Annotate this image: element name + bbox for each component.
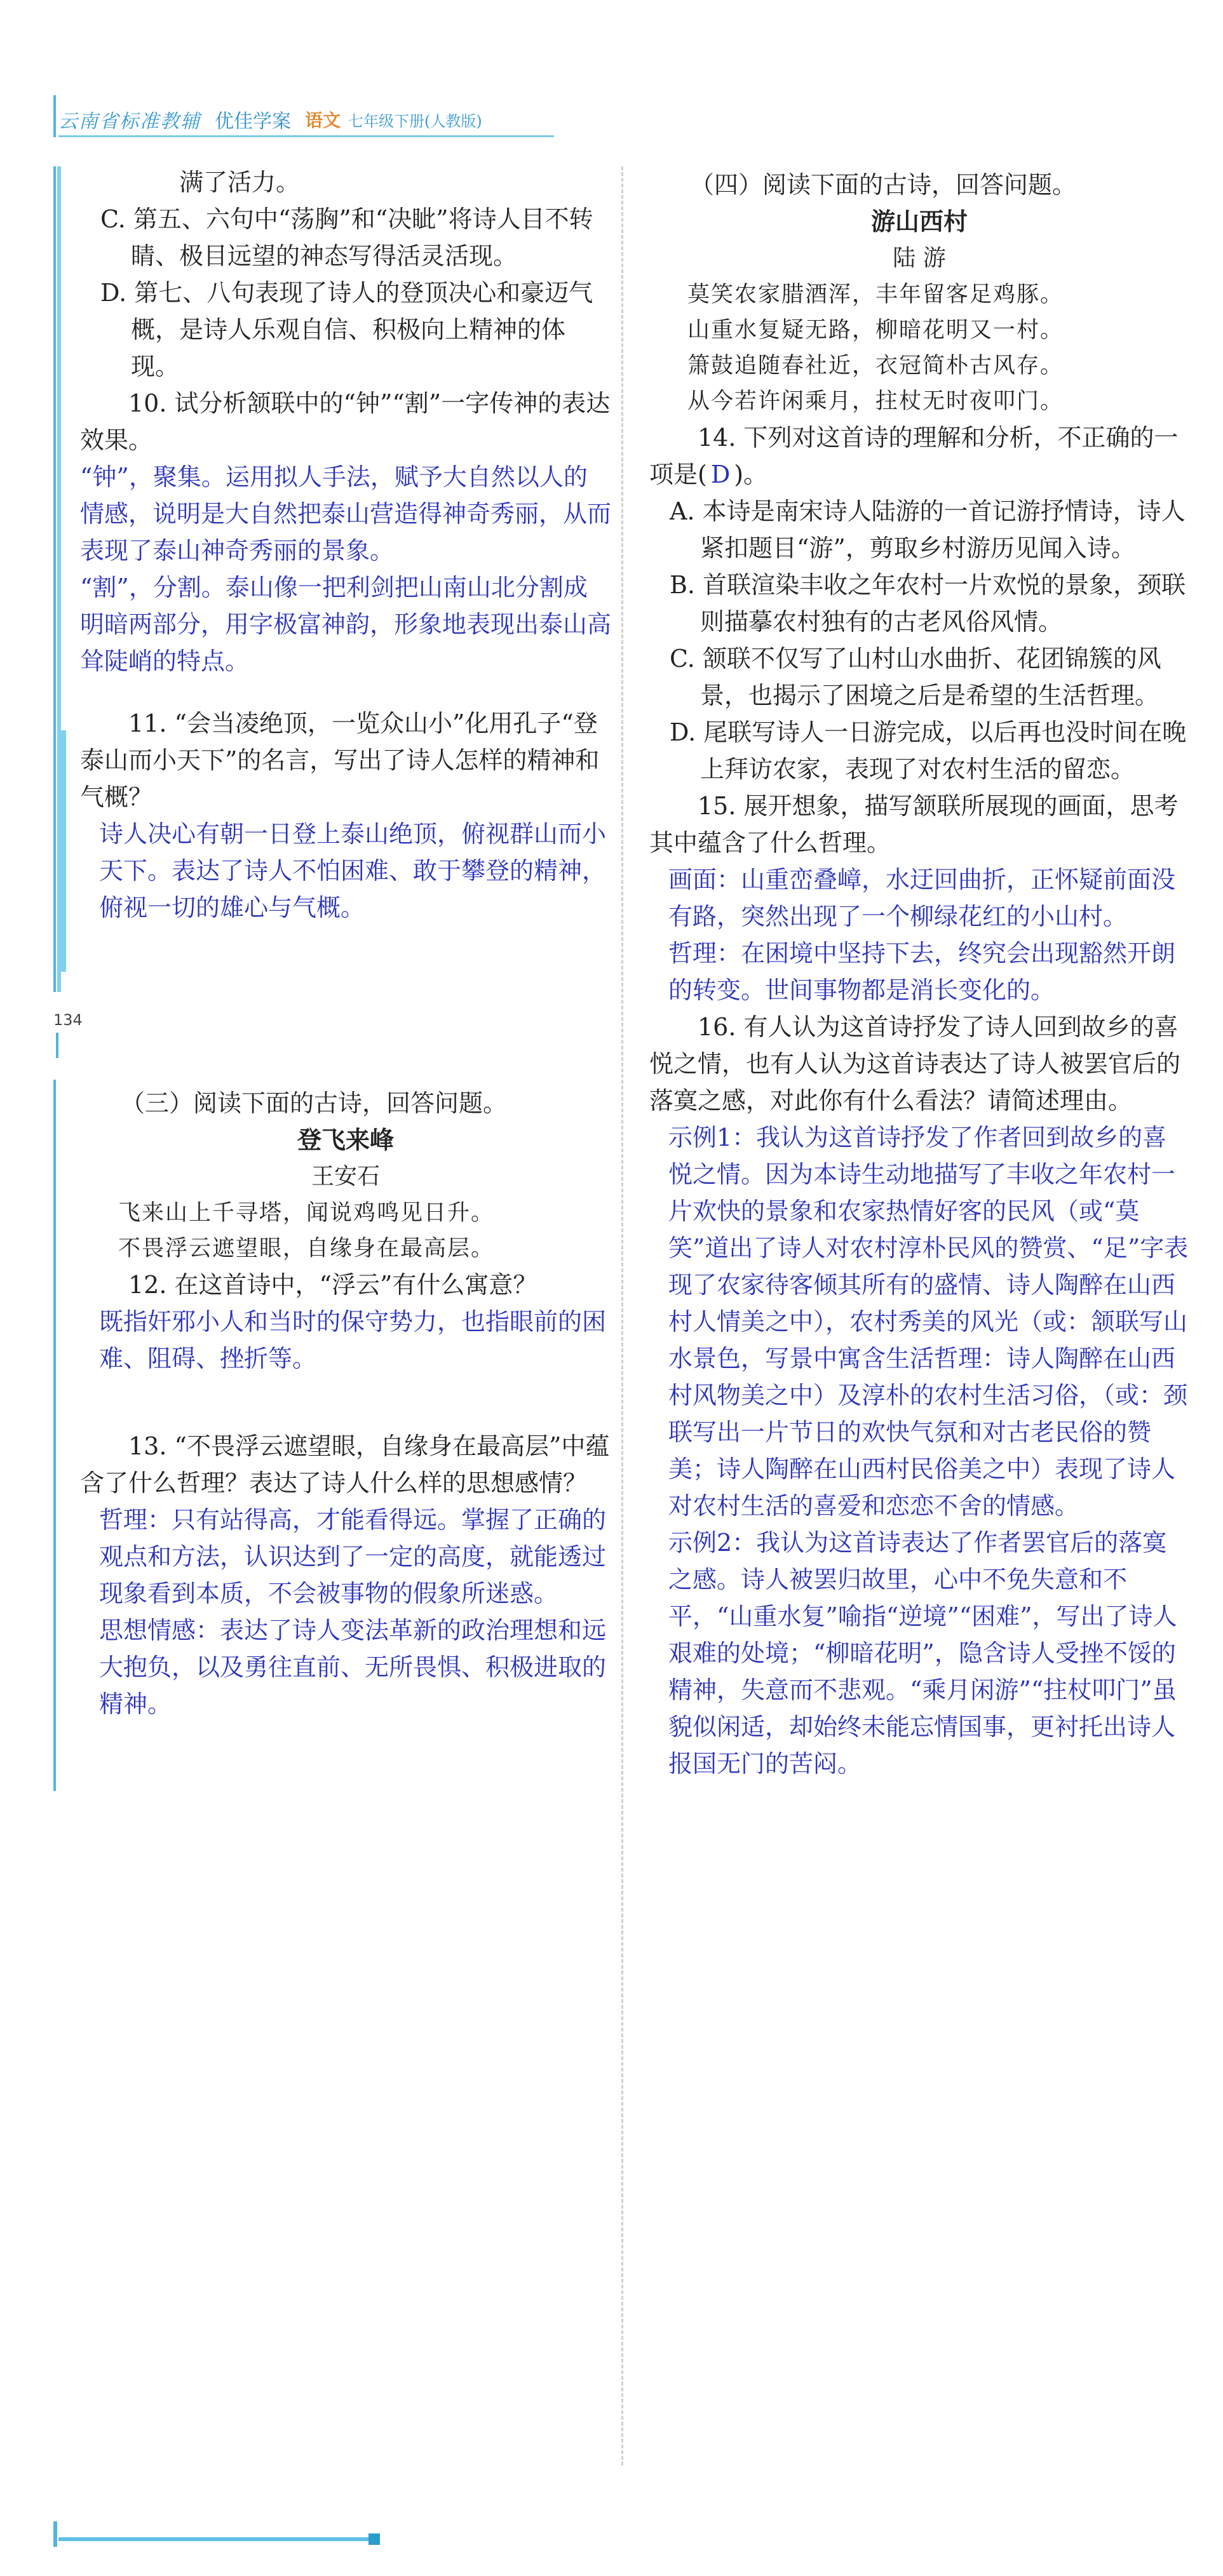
- answer-16-example-2: 示例2：我认为这首诗表达了作者罢官后的落寞之感。诗人被罢归故里，心中不免失意和不平，“山重水复”喻指“逆境”“困难”，写出了诗人艰难的处境；“柳暗花明”，隐含诗人受挫不馁的精神，失意而不悲观。“乘月闲游”“拄杖叩门”虽貌似闲适，却始终未能忘情国事，更衬托出诗人报国无门的苦闷。: [668, 1529, 1177, 1778]
- poem-3-line: 飞来山上千寻塔，闻说鸡鸣见日升。: [118, 1200, 495, 1226]
- header-brand: 优佳学案: [215, 111, 291, 133]
- header-rule: [58, 135, 554, 137]
- left-margin-bar: [53, 166, 56, 992]
- option-d: D. 第七、八句表现了诗人的登顶决心和豪迈气概，是诗人乐观自信、积极向上精神的体现。: [100, 279, 593, 380]
- poem-4-line: 莫笑农家腊酒浑，丰年留客足鸡豚。: [687, 282, 1064, 307]
- right-column: [649, 166, 1189, 1782]
- question-14: [649, 419, 1189, 493]
- prev-answer-tail: 满了活力。: [179, 168, 301, 196]
- footer-rule: [58, 2537, 372, 2541]
- poem-3-line: 不畏浮云遮望眼，自缘身在最高层。: [118, 1236, 495, 1261]
- option-d: D. 尾联写诗人一日游完成，以后再也没时间在晚上拜访农家，表现了对农村生活的留恋。: [670, 718, 1187, 783]
- header-accent-bar: [53, 95, 56, 137]
- question-14-text: 14. 下列对这首诗的理解和分析，不正确的一项是(: [649, 424, 1179, 488]
- poem-4-author: 陆 游: [893, 245, 946, 271]
- section-3-heading: （三）阅读下面的古诗，回答问题。: [121, 1089, 508, 1117]
- header-subject: 语文: [305, 110, 341, 131]
- poem-4-line: 从今若许闲乘月，拄杖无时夜叩门。: [687, 389, 1064, 414]
- answer-15-picture: 画面：山重峦叠嶂，水迂回曲折，正怀疑前面没有路，突然出现了一个柳绿花红的小山村。: [668, 866, 1176, 930]
- poem-4-line: 箫鼓追随春社近，衣冠简朴古风存。: [687, 353, 1064, 379]
- answer-10-ge: “割”，分割。泰山像一把利剑把山南山北分割成明暗两部分，用字极富神韵，形象地表现出泰山高耸陡峭的特点。: [80, 574, 612, 675]
- page-number-mark: [56, 1033, 58, 1058]
- section-4-heading: （四）阅读下面的古诗，回答问题。: [690, 171, 1077, 199]
- question-12: 12. 在这首诗中，“浮云”有什么寓意？: [128, 1271, 537, 1299]
- poem-3-author: 王安石: [311, 1164, 380, 1190]
- answer-15-philosophy: 哲理：在困境中坚持下去，终究会出现豁然开朗的转变。世间事物都是消长变化的。: [668, 939, 1176, 1004]
- question-10: 10. 试分析颔联中的“钟”“割”一字传神的表达效果。: [80, 389, 611, 454]
- poem-4-line: 山重水复疑无路，柳暗花明又一村。: [687, 318, 1064, 343]
- question-16: 16. 有人认为这首诗抒发了诗人回到故乡的喜悦之情，也有人认为这首诗表达了诗人被罢官后的落寞之感，对此你有什么看法？请简述理由。: [649, 1013, 1181, 1115]
- question-11: 11. “会当凌绝顶，一览众山小”化用孔子“登泰山而小天下”的名言，写出了诗人怎样的精神和气概？: [80, 709, 600, 811]
- page-number: 134: [53, 1011, 83, 1029]
- question-14-answer: D: [710, 460, 731, 488]
- answer-16-example-1: 示例1：我认为这首诗抒发了作者回到故乡的喜悦之情。因为本诗生动地描写了丰收之年农村一片欢快的景象和农家热情好客的民风（或“莫笑”道出了诗人对农村淳朴民风的赞赏、“足”字表现了农家待客倾其所有的盛情、诗人陶醉在山西村人情美之中），农村秀美的风光（或：颔联写山水景色，写景中寓含生活哲理：诗人陶醉在山西村风物美之中）及淳朴的农村生活习俗，（或：颈联写出一片节日的欢快气氛和对古老民俗的赞美；诗人陶醉在山西村民俗美之中）表现了诗人对农村生活的喜爱和恋恋不舍的情感。: [668, 1124, 1189, 1520]
- page-header: [58, 107, 482, 132]
- question-14-close: )。: [734, 460, 768, 488]
- footer-accent-bar: [53, 2521, 57, 2547]
- option-b: B. 首联渲染丰收之年农村一片欢悦的景象，颈联则描摹农村独有的古老风俗风情。: [670, 571, 1186, 636]
- left-margin-bar: [53, 1080, 56, 1791]
- left-column: [80, 164, 611, 1722]
- poem-3-title: 登飞来峰: [297, 1126, 394, 1154]
- answer-10-zhong: “钟”，聚集。运用拟人手法，赋予大自然以人的情感，说明是大自然把泰山营造得神奇秀丽，从而表现了泰山神奇秀丽的景象。: [80, 463, 612, 565]
- question-15: 15. 展开想象，描写颔联所展现的画面，思考其中蕴含了什么哲理。: [649, 792, 1179, 857]
- header-series: 云南省标准教辅: [58, 111, 201, 133]
- answer-13-philosophy: 哲理：只有站得高，才能看得远。掌握了正确的观点和方法，认识达到了一定的高度，就能透过现象看到本质，不会被事物的假象所迷惑。: [99, 1506, 607, 1607]
- left-margin-bar: [61, 730, 66, 972]
- header-grade: 七年级下册(人教版): [348, 112, 482, 130]
- poem-4-title: 游山西村: [870, 208, 968, 236]
- option-c: C. 第五、六句中“荡胸”和“决眦”将诗人目不转睛、极目远望的神态写得活灵活现。: [100, 205, 593, 270]
- answer-11: 诗人决心有朝一日登上泰山绝顶，俯视群山而小天下。表达了诗人不怕困难、敢于攀登的精神，俯视一切的雄心与气概。: [99, 820, 607, 922]
- question-13: 13. “不畏浮云遮望眼，自缘身在最高层”中蕴含了什么哲理？表达了诗人什么样的思想感情？: [80, 1432, 610, 1497]
- option-a: A. 本诗是南宋诗人陆游的一首记游抒情诗，诗人紧扣题目“游”，剪取乡村游历见闻入诗。: [670, 497, 1186, 562]
- answer-12: 既指奸邪小人和当时的保守势力，也指眼前的困难、阻碍、挫折等。: [99, 1308, 607, 1372]
- footer-square-marker: [368, 2533, 380, 2545]
- option-c: C. 颔联不仅写了山村山水曲折、花团锦簇的风景，也揭示了困境之后是希望的生活哲理。: [670, 645, 1161, 709]
- answer-13-sentiment: 思想情感：表达了诗人变法革新的政治理想和远大抱负，以及勇往直前、无所畏惧、积极进取的精神。: [99, 1616, 607, 1718]
- column-divider: [621, 166, 623, 2465]
